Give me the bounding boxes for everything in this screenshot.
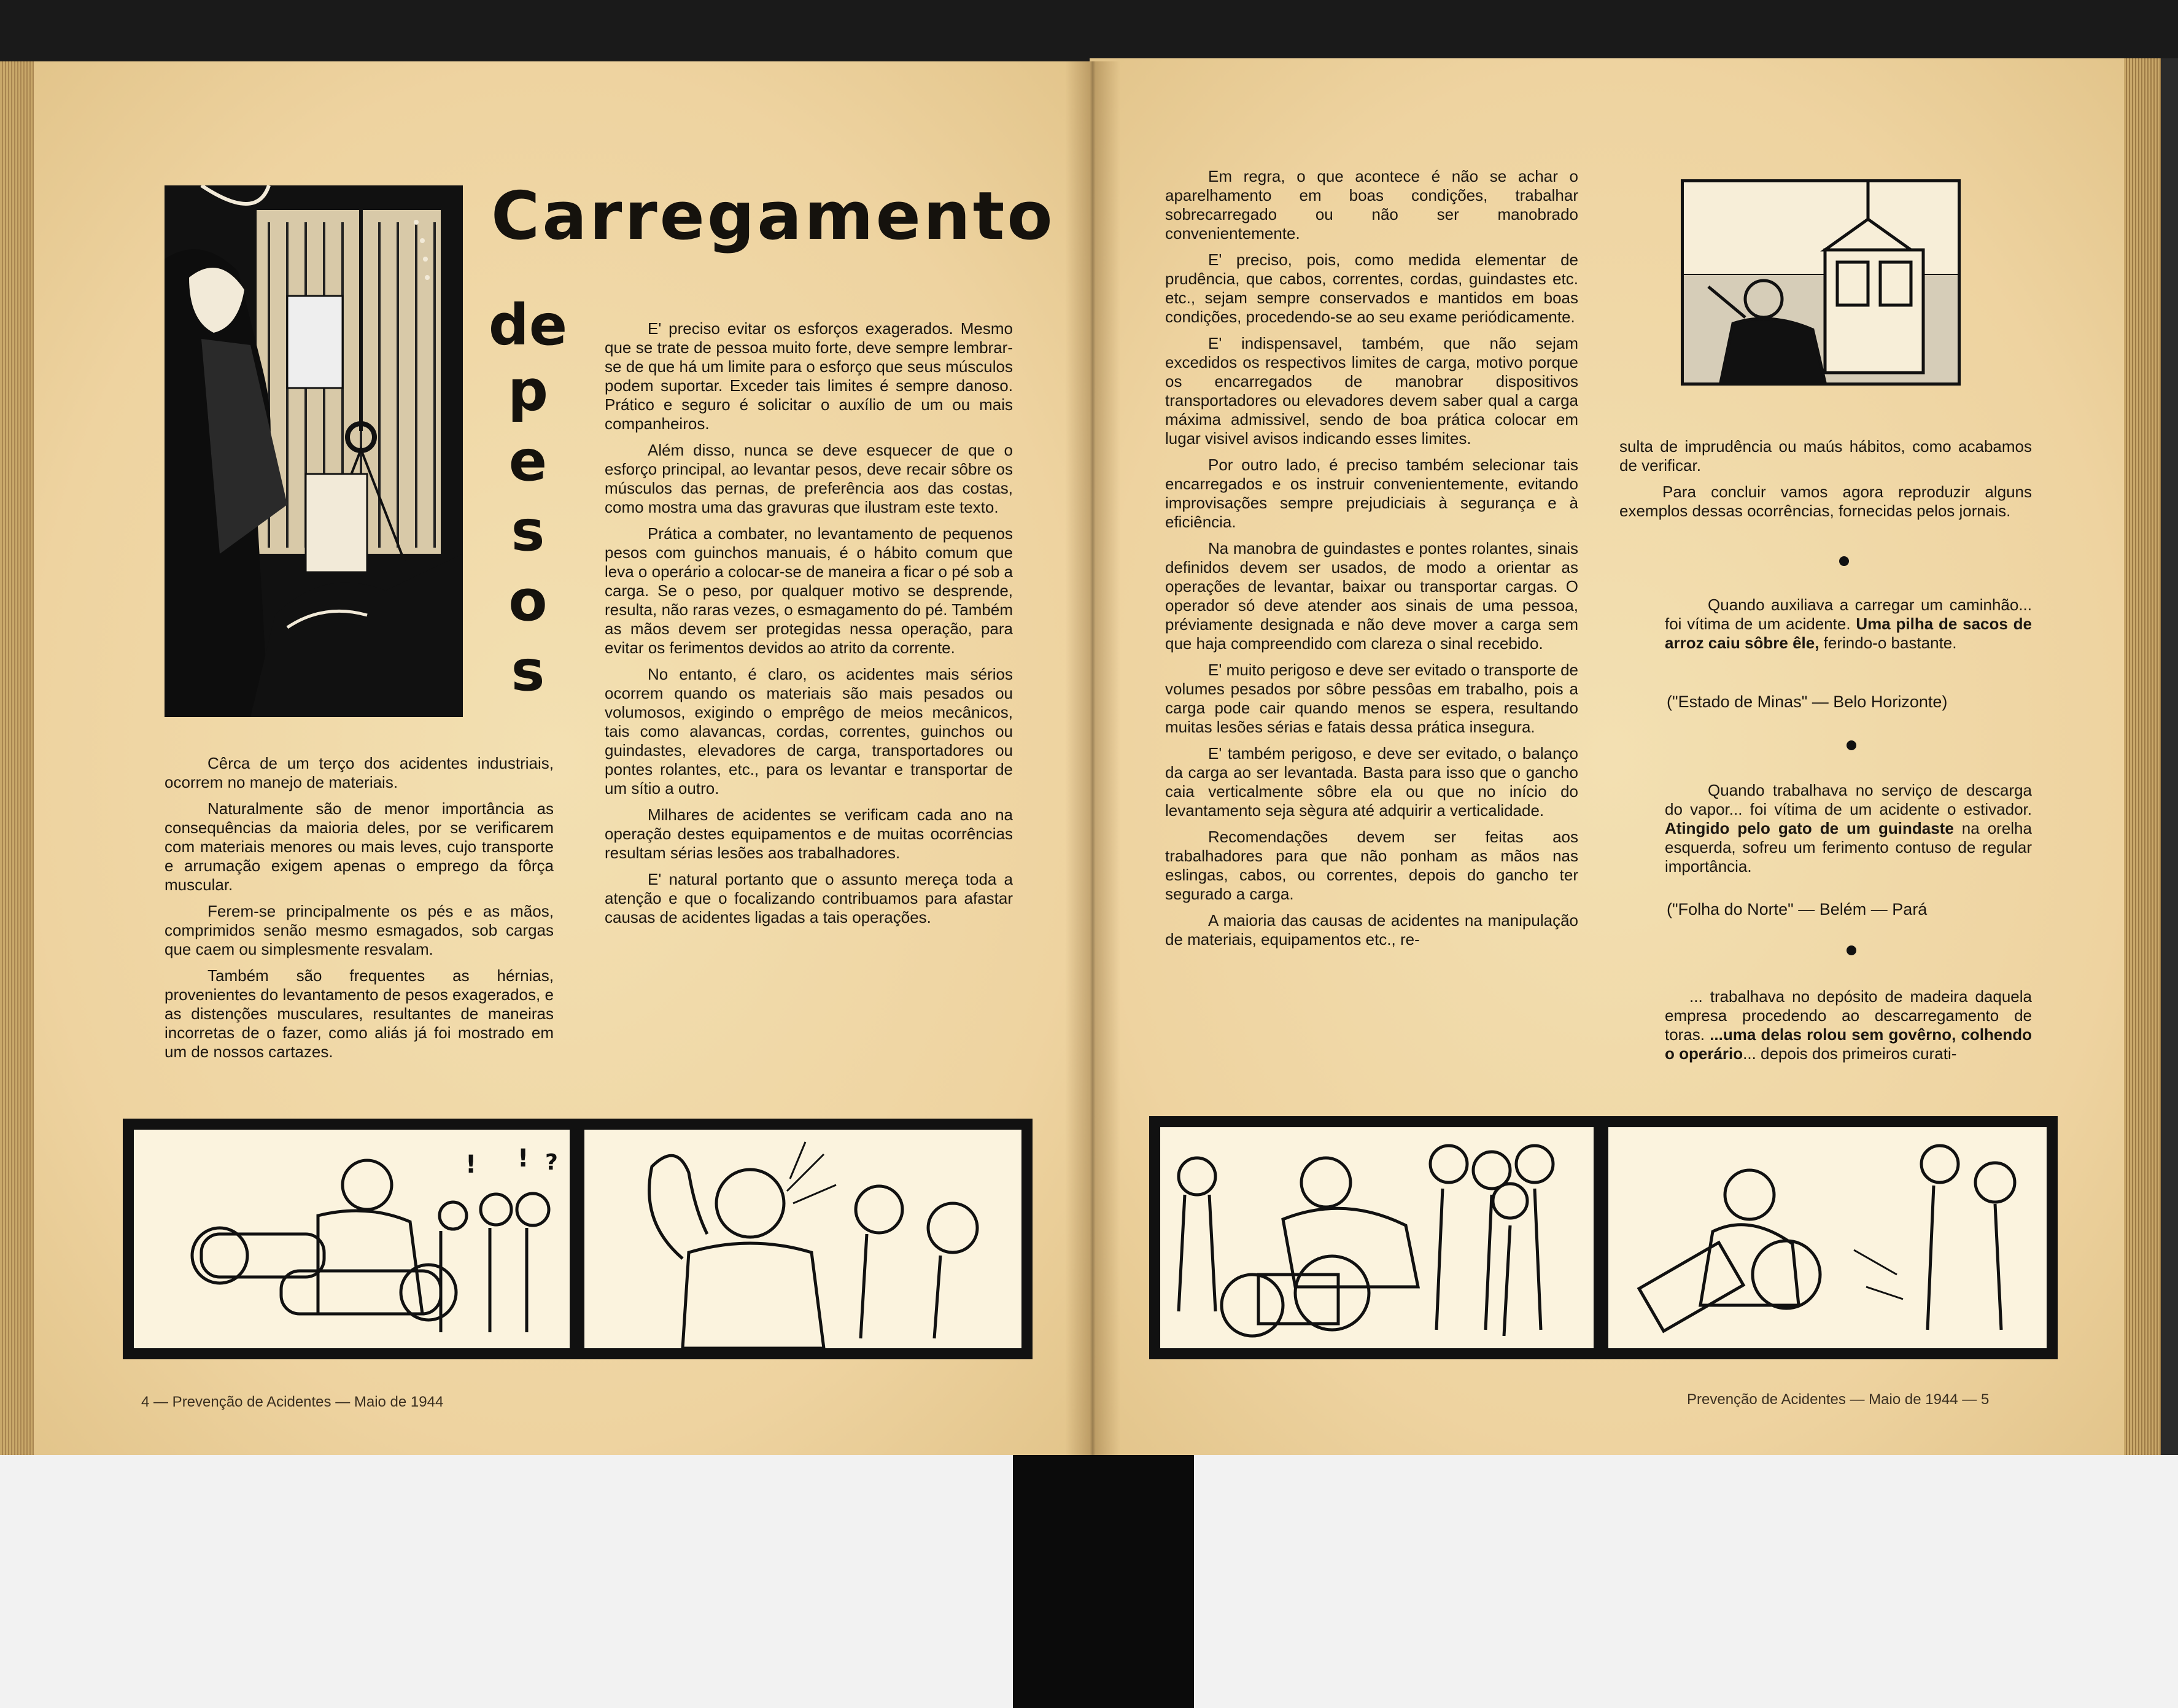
cartoon-panel-1 (130, 1126, 573, 1352)
left-column-2 (605, 319, 1013, 934)
paragraph: Recomendações devem ser feitas aos trabalhadores para que não ponham as mãos nas eslingas, cabos, ou correntes, depois do gancho ter segurado a carga. (1165, 828, 1578, 903)
cartoon-exclamation: ! (465, 1151, 477, 1179)
paragraph: No entanto, é claro, os acidentes mais sérios ocorrem quando os materiais são mais pesados ou volumosos, exigindo o emprêgo de meios mecânicos, tais como alavancas, cordas, correntes, guinchos ou guindastes, elevadores de carga, transportadores ou pontes rolantes, etc., para os levantar e transportar de um sítio a outro. (605, 665, 1013, 798)
paragraph: sulta de imprudência ou maús hábitos, como acabamos de verificar. (1619, 437, 2032, 475)
article-title: Carregamento (491, 178, 1055, 255)
scanner-background-top (0, 0, 2178, 68)
book-cover-edge (2161, 58, 2178, 1455)
right-column-2 (1619, 437, 2032, 528)
paragraph: E' muito perigoso e deve ser evitado o transporte de volumes pesados por sôbre pessôas em trabalho, pois a carga pode cair quando menos se espera, resultando muitas lesões sérias e fatais dessa prática insegura. (1165, 661, 1578, 736)
scanner-background-gap (1013, 1443, 1194, 1708)
paragraph: Para concluir vamos agora reproduzir alguns exemplos dessas ocorrências, fornecidas pelos jornais. (1619, 483, 2032, 520)
separator-bullet (1847, 945, 1856, 955)
title-letter: e (508, 428, 548, 494)
news-excerpt: Quando auxiliava a carregar um caminhão... foi vítima de um acidente. Uma pilha de sacos de arroz caiu sôbre êle, ferindo-o bastante. (1665, 596, 2033, 652)
title-word-de: de (488, 292, 568, 358)
paragraph: Ferem-se principalmente os pés e as mãos, comprimidos senão mesmo esmagados, sob cargas que caem ou simplesmente resvalam. (165, 902, 554, 958)
paragraph: Por outro lado, é preciso também selecionar tais encarregados e os instruir convenientemente, evitando improvisações sempre prejudiciais à segurança e à eficiência. (1165, 456, 1578, 531)
news-excerpt: ... trabalhava no depósito de madeira daquela empresa procedendo ao descarregamento de toras. ...uma delas rolou sem govêrno, colhendo o operário... depois dos primeiros curati- (1665, 987, 2033, 1063)
news-excerpt: Quando trabalhava no serviço de descarga do vapor... foi vítima de um acidente o estivador. Atingido pelo gato de um guindaste na orelha esquerda, sofreu um ferimento contuso de regular importância. (1665, 781, 2032, 875)
page-support-left (0, 1443, 1013, 1708)
article-title-vertical (488, 292, 568, 706)
separator-bullet (1847, 740, 1856, 750)
news-case-3 (1665, 987, 2032, 1071)
cartoon-exclamation: ! (517, 1144, 529, 1173)
paragraph: E' preciso, pois, como medida elementar de prudência, que cabos, correntes, cordas, guindastes etc. etc., sejam sempre conservados e mantidos em boas condições, procedendo-se ao seu exame periódicamente. (1165, 250, 1578, 326)
paragraph: E' natural portanto que o assunto mereça toda a atenção e que o focalizando contribuamos para afastar causas de acidentes ligadas a tais operações. (605, 870, 1013, 926)
title-letter: s (511, 498, 545, 564)
paragraph: E' indispensavel, também, que não sejam excedidos os respectivos limites de carga, motivo porque os encarregados de manobrar dispositivos transportadores ou elevadores devem saber qual a carga máxima admissivel, sendo de boa prática colocar em lugar visivel avisos indicando esses limites. (1165, 334, 1578, 448)
paragraph: E' preciso evitar os esforços exagerados. Mesmo que se trate de pessoa muito forte, deve sempre lembrar-se de que há um limite para o esforço que seus músculos podem suportar. Exceder tais limites é sempre danoso. Prático e seguro é solicitar o auxílio de um ou mais companheiros. (605, 319, 1013, 433)
left-column-1 (165, 754, 554, 1069)
title-letter: o (508, 568, 548, 634)
book-edge-left (0, 61, 34, 1455)
news-case-1 (1665, 596, 2032, 660)
paragraph: Em regra, o que acontece é não se achar o aparelhamento em boas condições, trabalhar sobrecarregado ou não ser manobrado convenientemente. (1165, 167, 1578, 243)
paragraph: Além disso, nunca se deve esquecer de que o esforço principal, ao levantar pesos, deve recair sôbre os músculos das pernas, de preferência aos das costas, como mostra uma das gravuras que ilustram este texto. (605, 441, 1013, 516)
title-letter: s (511, 638, 545, 704)
paragraph: Naturalmente são de menor importância as consequências da maioria deles, por se verificarem com materiais menores ou mais leves, cujo transporte e arrumação exigem apenas o emprego da fôrça muscular. (165, 799, 554, 894)
cartoon-panel-2 (581, 1126, 1025, 1352)
cartoon-panel-4 (1605, 1124, 2050, 1352)
news-case-2 (1665, 781, 2032, 883)
page-footer-left: 4 — Prevenção de Acidentes — Maio de 1944 (141, 1394, 444, 1410)
news-source-2: ("Folha do Norte" — Belém — Pará (1667, 900, 1928, 918)
news-source-1: ("Estado de Minas" — Belo Horizonte) (1667, 693, 1948, 711)
right-column-1 (1165, 167, 1578, 957)
cartoon-question-mark: ? (545, 1150, 558, 1175)
title-letter: p (508, 358, 548, 424)
paragraph: Milhares de acidentes se verificam cada ano na operação destes equipamentos e de muitas ocorrências resultam sérias lesões aos trabalhadores. (605, 805, 1013, 862)
book-spine-gutter (1065, 61, 1120, 1455)
paragraph: Também são frequentes as hérnias, provenientes do levantamento de pesos exagerados, e as distenções musculares, resultantes de maneiras incorretas de o fazer, como aliás já foi mostrado em um de nossos cartazes. (165, 966, 554, 1061)
paragraph: Cêrca de um terço dos acidentes industriais, ocorrem no manejo de materiais. (165, 754, 554, 791)
paragraph: Prática a combater, no levantamento de pequenos pesos com guinchos manuais, é o hábito comum que leva o operário a colocar-se de maneira a ficar o pé sob a carga. Se o peso, por qualquer motivo se desprende, resulta, não raras vezes, o esmagamento do pé. Também as mãos devem ser protegidas nessa operação, para evitar os ferimentos devidos ao atrito da corrente. (605, 524, 1013, 657)
crane-accident-illustration (1681, 179, 1961, 386)
separator-bullet (1839, 556, 1849, 566)
paragraph: A maioria das causas de acidentes na manipulação de materiais, equipamentos etc., re- (1165, 911, 1578, 949)
paragraph: E' também perigoso, e deve ser evitado, o balanço da carga ao ser levantada. Basta para isso que o gancho caia verticalmente sôbre ela ou que no início do levantamento seja sègura até adquirir a verticalidade. (1165, 744, 1578, 820)
cartoon-panel-3 (1157, 1124, 1597, 1352)
paragraph: Na manobra de guindastes e pontes rolantes, sinais definidos devem ser usados, de modo a orientar as operações de levantar, baixar ou transportar cargas. O operador só deve atender aos sinais de uma pessoa, préviamente designada e não deve mover a carga sem que haja compreendido com clareza o sinal recebido. (1165, 539, 1578, 653)
page-support-right (1194, 1443, 2178, 1708)
crane-illustration (165, 185, 463, 717)
page-footer-right: Prevenção de Acidentes — Maio de 1944 — 5 (1687, 1391, 1990, 1408)
